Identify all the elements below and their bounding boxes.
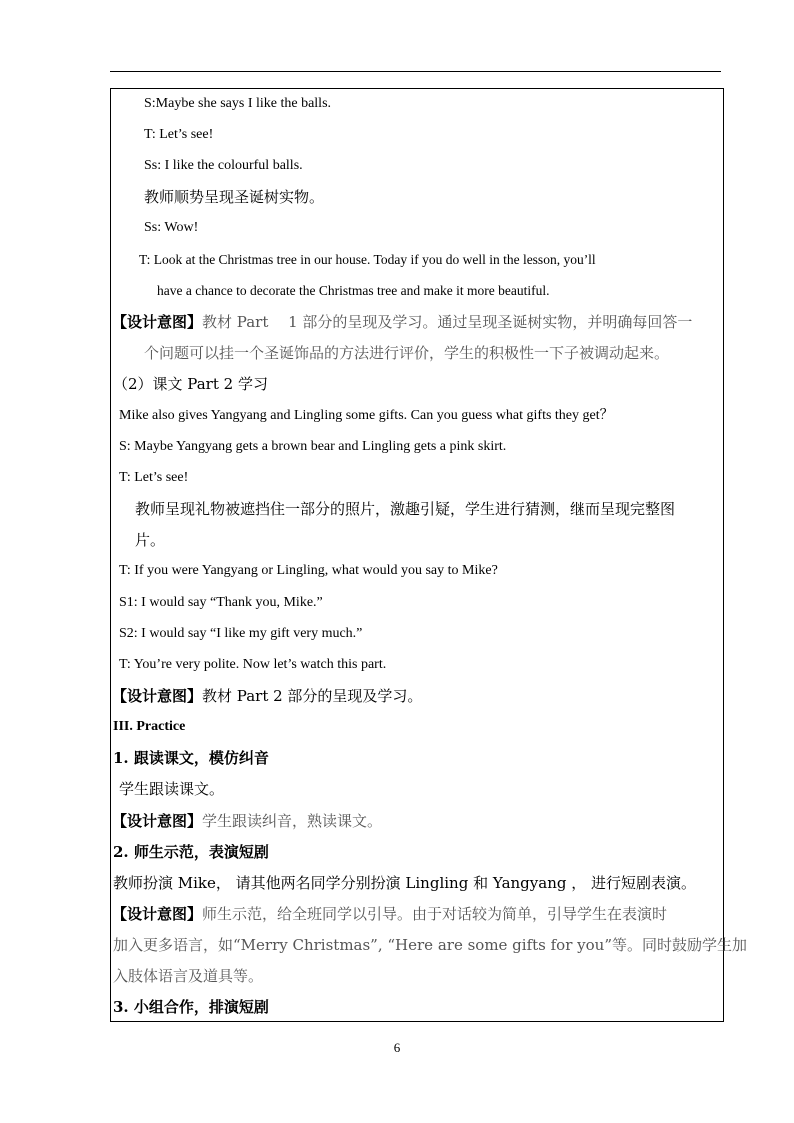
step-heading: 2. 师生示范，表演短剧 bbox=[113, 843, 269, 861]
paragraph: 个问题可以挂一个圣诞饰品的方法进行评价，学生的积极性一下子被调动起来。 bbox=[144, 344, 670, 362]
dialogue-line: Ss: I like the colourful balls. bbox=[144, 158, 303, 173]
dialogue-line: S:Maybe she says I like the balls. bbox=[144, 96, 332, 111]
design-intent-label: 【设计意图】 bbox=[112, 687, 203, 705]
paragraph: 教师扮演 Mike， 请其他两名同学分别扮演 Lingling 和 Yangyang ， 进行短剧表演。 bbox=[113, 874, 697, 892]
step-heading: 1. 跟读课文，模仿纠音 bbox=[113, 749, 269, 767]
dialogue-line: T: Let’s see! bbox=[119, 470, 189, 485]
design-intent-label: 【设计意图】 bbox=[112, 812, 203, 830]
dialogue-line: Ss: Wow! bbox=[144, 220, 199, 235]
dialogue-line: S: Maybe Yangyang gets a brown bear and Lingling gets a pink skirt. bbox=[119, 439, 507, 454]
paragraph: 教师呈现礼物被遮挡住一部分的照片，激趣引疑，学生进行猜测，继而呈现完整图 bbox=[135, 500, 676, 518]
header-rule bbox=[110, 71, 721, 72]
dialogue-line: T: Look at the Christmas tree in our house. Today if you do well in the lesson, you’ll bbox=[139, 252, 596, 267]
design-intent-text: 教材 Part 1 部分的呈现及学习。通过呈现圣诞树实物，并明确每回答一 bbox=[202, 313, 693, 331]
section-heading: III. Practice bbox=[113, 719, 186, 734]
section-subheading: （2）课文 Part 2 学习 bbox=[113, 375, 268, 393]
page-number: 6 bbox=[393, 1040, 401, 1055]
design-intent-label: 【设计意图】 bbox=[112, 313, 203, 331]
dialogue-line: T: You’re very polite. Now let’s watch this part. bbox=[119, 657, 387, 672]
design-intent-text: 学生跟读纠音，熟读课文。 bbox=[202, 812, 383, 830]
dialogue-line: S1: I would say “Thank you, Mike.” bbox=[119, 595, 323, 610]
dialogue-line: have a chance to decorate the Christmas tree and make it more beautiful. bbox=[157, 283, 550, 298]
design-intent-note bbox=[112, 686, 422, 706]
design-intent-note bbox=[112, 312, 692, 332]
design-intent-label: 【设计意图】 bbox=[112, 905, 203, 923]
dialogue-line: T: If you were Yangyang or Lingling, what would you say to Mike? bbox=[119, 563, 498, 578]
dialogue-line: T: Let’s see! bbox=[144, 127, 214, 142]
dialogue-line: Mike also gives Yangyang and Lingling some gifts. Can you guess what gifts they get？ bbox=[119, 408, 614, 423]
design-intent-text: 师生示范，给全班同学以引导。由于对话较为简单，引导学生在表演时 bbox=[202, 905, 668, 923]
design-intent-note bbox=[112, 811, 382, 831]
design-intent-text: 教材 Part 2 部分的呈现及学习。 bbox=[202, 687, 423, 705]
paragraph: 片。 bbox=[135, 531, 166, 549]
dialogue-line: S2: I would say “I like my gift very much.” bbox=[119, 626, 363, 641]
step-heading: 3. 小组合作，排演短剧 bbox=[113, 998, 269, 1016]
design-intent-note bbox=[112, 904, 667, 924]
paragraph: 学生跟读课文。 bbox=[119, 780, 225, 798]
paragraph: 加入更多语言，如“Merry Christmas”, “Here are some gifts for you”等。同时鼓励学生加 bbox=[113, 936, 747, 954]
paragraph: 教师顺势呈现圣诞树实物。 bbox=[144, 188, 325, 206]
paragraph: 入肢体语言及道具等。 bbox=[113, 967, 264, 985]
